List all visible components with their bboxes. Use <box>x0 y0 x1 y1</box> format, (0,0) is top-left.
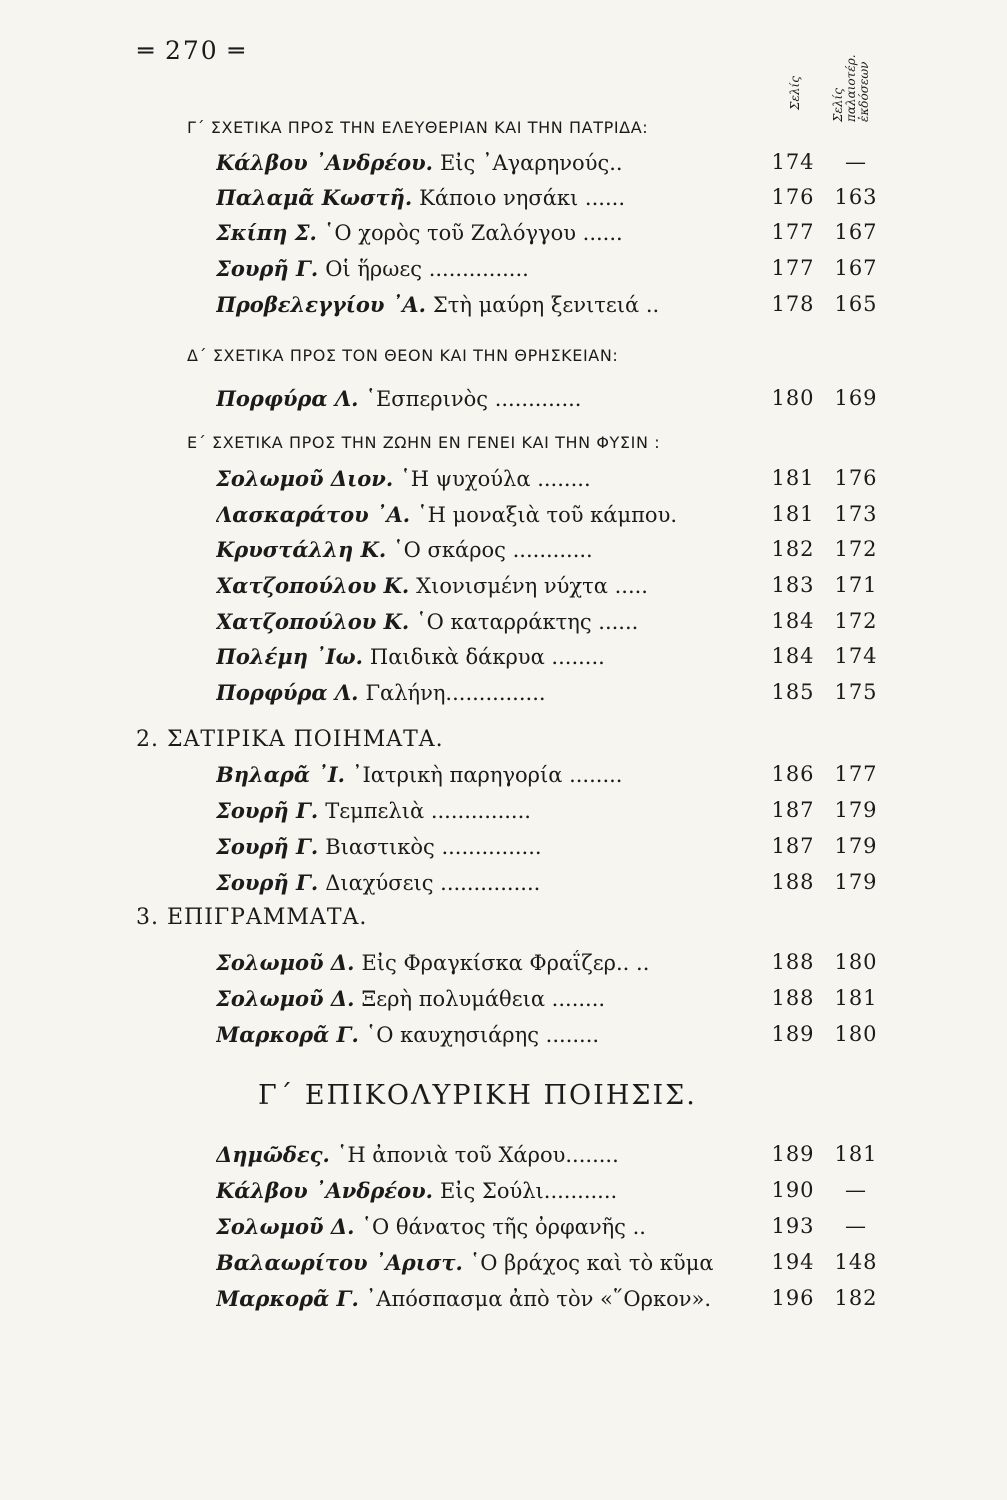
entry-page-previous: 179 <box>834 798 878 822</box>
entry-poem-title: ῾Η ψυχούλα ........ <box>400 467 591 491</box>
section-heading: Γ΄ ΣΧΕΤΙΚΑ ΠΡΟΣ ΤΗΝ ΕΛΕΥΘΕΡΙΑΝ ΚΑΙ ΤΗΝ ΠΑΤΡΙΔΑ: <box>187 118 649 137</box>
entry-page-current: 193 <box>771 1214 815 1238</box>
entry-text <box>216 798 756 823</box>
toc-entry <box>216 680 896 710</box>
section-heading: Ε΄ ΣΧΕΤΙΚΑ ΠΡΟΣ ΤΗΝ ΖΩΗΝ ΕΝ ΓΕΝΕΙ ΚΑΙ ΤΗΝ ΦΥΣΙΝ : <box>187 433 661 452</box>
entry-page-current: 188 <box>771 950 815 974</box>
entry-page-previous: — <box>845 1178 867 1202</box>
entry-page-current: 181 <box>771 466 815 490</box>
entry-author: Πολέμη ᾽Ιω. <box>216 644 363 669</box>
toc-entry <box>216 1214 896 1244</box>
entry-poem-title: ῾Ο χορὸς τοῦ Ζαλόγγου ...... <box>323 221 623 245</box>
entry-author: Πορφύρα Λ. <box>216 386 359 411</box>
entry-text <box>216 609 756 634</box>
entry-text <box>216 1286 756 1311</box>
toc-entry <box>216 609 896 639</box>
entry-page-previous: 167 <box>834 220 878 244</box>
entry-page-current: 184 <box>771 644 815 668</box>
entry-page-previous: — <box>845 1214 867 1238</box>
entry-author: Πορφύρα Λ. <box>216 680 359 705</box>
entry-poem-title: ῾Ο θάνατος τῆς ὀρφανῆς .. <box>361 1215 646 1239</box>
entry-poem-title: ῾Ο καυχησιάρης ........ <box>365 1023 600 1047</box>
page-number: ═ 270 ═ <box>138 36 246 65</box>
entry-author: Σολωμοῦ Διον. <box>216 466 394 491</box>
entry-poem-title: Χιονισμένη νύχτα ..... <box>416 574 648 598</box>
entry-page-previous: 181 <box>834 986 878 1010</box>
entry-page-current: 183 <box>771 573 815 597</box>
entry-poem-title: Ξερὴ πολυμάθεια ........ <box>361 987 606 1011</box>
toc-entry <box>216 762 896 792</box>
entry-author: Σουρῆ Γ. <box>216 834 319 859</box>
toc-entry <box>216 1250 896 1280</box>
entry-text <box>216 1178 756 1203</box>
entry-page-current: 177 <box>771 256 815 280</box>
entry-page-previous: 175 <box>834 680 878 704</box>
entry-page-current: 176 <box>771 185 815 209</box>
entry-poem-title: Εἰς Φραγκίσκα Φραΐζερ.. .. <box>361 951 650 975</box>
entry-page-current: 188 <box>771 986 815 1010</box>
entry-author: Λασκαράτου ᾽Α. <box>216 502 411 527</box>
entry-poem-title: Στὴ μαύρη ξενιτειά .. <box>432 293 660 317</box>
entry-author: Σουρῆ Γ. <box>216 256 319 281</box>
toc-entry <box>216 185 896 215</box>
entry-author: Μαρκορᾶ Γ. <box>216 1286 359 1311</box>
entry-author: Σολωμοῦ Δ. <box>216 950 355 975</box>
entry-poem-title: Κάποιο νησάκι ...... <box>419 186 625 210</box>
entry-page-previous: 180 <box>834 1022 878 1046</box>
part-heading: Γ΄ ΕΠΙΚΟΛΥΡΙΚΗ ΠΟΙΗΣΙΣ. <box>258 1080 697 1111</box>
toc-entry <box>216 1142 896 1172</box>
entry-text <box>216 834 756 859</box>
toc-entry <box>216 220 896 250</box>
entry-page-current: 188 <box>771 870 815 894</box>
entry-text <box>216 762 756 787</box>
entry-text <box>216 986 756 1011</box>
entry-author: Χατζοπούλου Κ. <box>216 609 410 634</box>
entry-text <box>216 1022 756 1047</box>
entry-author: Σολωμοῦ Δ. <box>216 986 355 1011</box>
entry-page-previous: — <box>845 150 867 174</box>
entry-page-previous: 179 <box>834 870 878 894</box>
toc-entry <box>216 502 896 532</box>
entry-text <box>216 256 756 281</box>
entry-poem-title: ᾽Απόσπασμα ἀπὸ τὸν «῞Ορκον». <box>365 1287 712 1311</box>
entry-page-current: 196 <box>771 1286 815 1310</box>
entry-page-current: 174 <box>771 150 815 174</box>
toc-entry <box>216 834 896 864</box>
entry-page-previous: 148 <box>834 1250 878 1274</box>
entry-author: Σολωμοῦ Δ. <box>216 1214 355 1239</box>
entry-page-previous: 173 <box>834 502 878 526</box>
entry-poem-title: ῾Ο σκάρος ............ <box>393 538 593 562</box>
entry-poem-title: Οἱ ἥρωες ............... <box>325 257 529 281</box>
entry-text <box>216 220 756 245</box>
section-heading: 2. ΣΑΤΙΡΙΚΑ ΠΟΙΗΜΑΤΑ. <box>136 727 444 752</box>
entry-text <box>216 386 756 411</box>
entry-page-current: 180 <box>771 386 815 410</box>
entry-page-previous: 174 <box>834 644 878 668</box>
entry-poem-title: ῾Εσπερινὸς ............. <box>365 387 582 411</box>
entry-author: Μαρκορᾶ Γ. <box>216 1022 359 1047</box>
entry-author: Βαλαωρίτου ᾽Αριστ. <box>216 1250 463 1275</box>
entry-text <box>216 573 756 598</box>
entry-author: Χατζοπούλου Κ. <box>216 573 410 598</box>
entry-page-current: 185 <box>771 680 815 704</box>
toc-entry <box>216 537 896 567</box>
entry-page-previous: 179 <box>834 834 878 858</box>
entry-page-current: 178 <box>771 292 815 316</box>
entry-poem-title: Εἰς Σούλι........... <box>439 1179 618 1203</box>
entry-page-current: 186 <box>771 762 815 786</box>
entry-poem-title: ῾Η ἀπονιὰ τοῦ Χάρου........ <box>336 1143 619 1167</box>
entry-author: Δημῶδες. <box>216 1142 330 1167</box>
entry-page-current: 189 <box>771 1142 815 1166</box>
entry-text <box>216 680 756 705</box>
section-heading: 3. ΕΠΙΓΡΑΜΜΑΤΑ. <box>136 905 368 930</box>
entry-text <box>216 185 756 210</box>
section-heading: Δ΄ ΣΧΕΤΙΚΑ ΠΡΟΣ ΤΟΝ ΘΕΟΝ ΚΑΙ ΤΗΝ ΘΡΗΣΚΕΙΑΝ: <box>187 346 619 365</box>
entry-poem-title: Βιαστικὸς ............... <box>325 835 542 859</box>
entry-page-previous: 165 <box>834 292 878 316</box>
entry-text <box>216 502 756 527</box>
entry-author: Κάλβου ᾽Ανδρέου. <box>216 1178 433 1203</box>
toc-entry <box>216 870 896 900</box>
toc-entry <box>216 1286 896 1316</box>
toc-entry <box>216 1022 896 1052</box>
entry-page-previous: 176 <box>834 466 878 490</box>
column-header-previous-line2: παλαιοτέρ. <box>844 54 858 122</box>
entry-author: Βηλαρᾶ ᾽Ι. <box>216 762 345 787</box>
entry-page-current: 184 <box>771 609 815 633</box>
entry-author: Προβελεγγίου ᾽Α. <box>216 292 426 317</box>
entry-poem-title: Γαλήνη............... <box>365 681 546 705</box>
toc-entry <box>216 386 896 416</box>
entry-page-previous: 169 <box>834 386 878 410</box>
toc-entry <box>216 466 896 496</box>
entry-page-previous: 172 <box>834 537 878 561</box>
entry-text <box>216 1214 756 1239</box>
entry-author: Παλαμᾶ Κωστῆ. <box>216 185 413 210</box>
column-header-current-label: Σελίς <box>788 76 802 110</box>
entry-page-previous: 177 <box>834 762 878 786</box>
entry-text <box>216 870 756 895</box>
entry-text <box>216 950 756 975</box>
entry-author: Κάλβου ᾽Ανδρέου. <box>216 150 433 175</box>
entry-page-current: 181 <box>771 502 815 526</box>
entry-poem-title: ῾Η μοναξιὰ τοῦ κάμπου. <box>417 503 678 527</box>
column-header-previous-line1: Σελίς <box>831 88 845 122</box>
entry-author: Σκίπη Σ. <box>216 220 317 245</box>
entry-page-current: 187 <box>771 798 815 822</box>
toc-entry <box>216 1178 896 1208</box>
entry-text <box>216 1250 756 1275</box>
entry-text <box>216 537 756 562</box>
entry-text <box>216 292 756 317</box>
entry-author: Σουρῆ Γ. <box>216 798 319 823</box>
entry-page-previous: 167 <box>834 256 878 280</box>
entry-text <box>216 466 756 491</box>
entry-poem-title: Διαχύσεις ............... <box>325 871 541 895</box>
toc-entry <box>216 798 896 828</box>
entry-page-previous: 172 <box>834 609 878 633</box>
entry-poem-title: Εἰς ᾽Αγαρηνούς.. <box>439 151 623 175</box>
toc-entry <box>216 644 896 674</box>
entry-page-previous: 171 <box>834 573 878 597</box>
toc-entry <box>216 150 896 180</box>
toc-entry <box>216 950 896 980</box>
toc-entry <box>216 573 896 603</box>
entry-author: Σουρῆ Γ. <box>216 870 319 895</box>
entry-page-current: 194 <box>771 1250 815 1274</box>
entry-page-current: 182 <box>771 537 815 561</box>
toc-entry <box>216 986 896 1016</box>
entry-text <box>216 1142 756 1167</box>
entry-page-previous: 182 <box>834 1286 878 1310</box>
entry-page-previous: 180 <box>834 950 878 974</box>
entry-text <box>216 644 756 669</box>
entry-page-current: 177 <box>771 220 815 244</box>
entry-poem-title: Τεμπελιὰ ............... <box>325 799 531 823</box>
entry-poem-title: ῾Ο βράχος καὶ τὸ κῦμα <box>469 1251 714 1275</box>
entry-poem-title: Παιδικὰ δάκρυα ........ <box>369 645 605 669</box>
entry-author: Κρυστάλλη Κ. <box>216 537 387 562</box>
entry-poem-title: ῾Ο καταρράκτης ...... <box>416 610 639 634</box>
entry-page-current: 190 <box>771 1178 815 1202</box>
entry-page-current: 189 <box>771 1022 815 1046</box>
entry-page-previous: 163 <box>834 185 878 209</box>
entry-page-previous: 181 <box>834 1142 878 1166</box>
entry-poem-title: ᾽Ιατρικὴ παρηγορία ........ <box>351 763 623 787</box>
toc-entry <box>216 292 896 322</box>
entry-text <box>216 150 756 175</box>
column-header-previous-line3: ἐκδόσεων <box>857 61 871 122</box>
entry-page-current: 187 <box>771 834 815 858</box>
toc-entry <box>216 256 896 286</box>
